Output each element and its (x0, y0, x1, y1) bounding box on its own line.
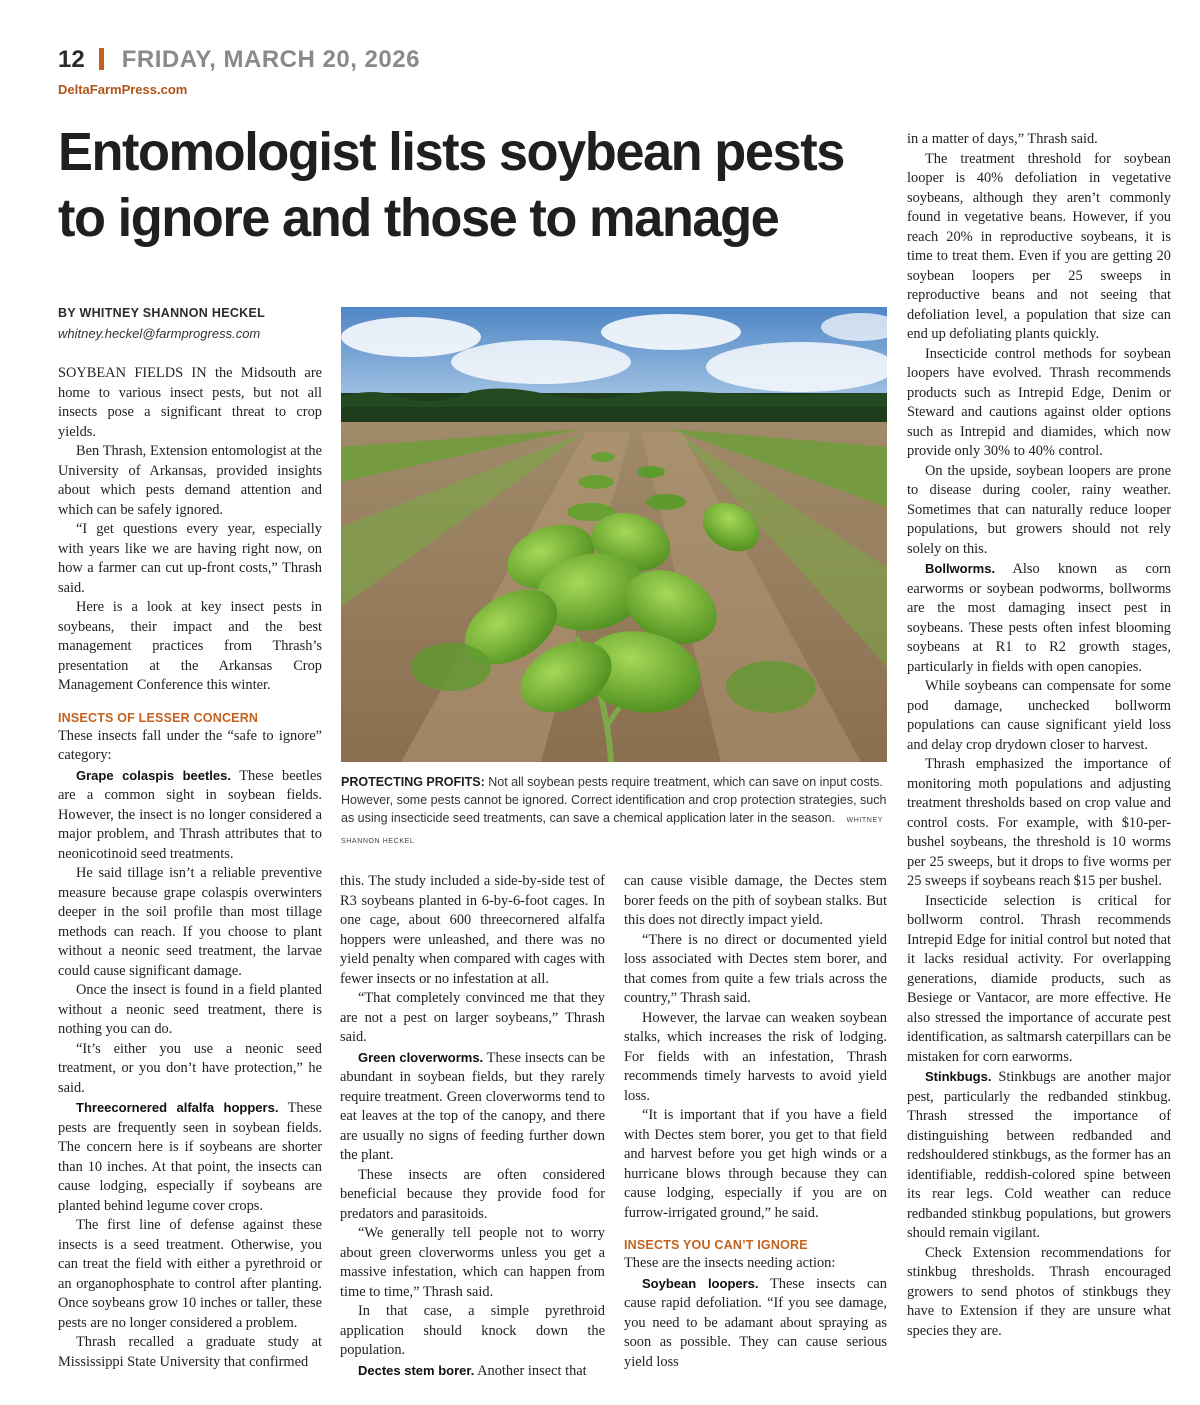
headline (58, 120, 853, 252)
paragraph: can cause visible damage, the Dectes stem borer feeds on the pith of soybean stalks. But this does not directly impact yield. (624, 873, 887, 928)
pest-name: Bollworms. (925, 561, 996, 576)
paragraph: Insecticide selection is critical for bollworm control. Thrash recommends Intrepid Edge for initial control but noted that it lacks residual activity. For overlapping generations, diamide products, such as Besiege or Vantacor, are more effective. He also stressed the importance of accurate pest identification, as saltmarsh caterpillars can be mistaken for corn earworms. (907, 892, 1171, 1065)
pest-name: Green cloverworms. (358, 1049, 484, 1065)
paragraph: “I get questions every year, especially with years like we are having right now, on how a farmer can cut up-front costs,” Thrash said. (58, 521, 322, 596)
paragraph: Once the insect is found in a field planted without a neonic seed treatment, there is nothing you can do. (58, 982, 322, 1037)
caption-text: Not all soybean pests require treatment, which can save on input costs. However, some pests cannot be ignored. Correct identification and crop protection strategies, such as using insecticide seed treatments, can save a chemical application later in the season. (341, 775, 887, 825)
paragraph: Green cloverworms. These insects can be abundant in soybean fields, but they rarely require treatment. Green cloverworms tend to eat leaves at the top of the canopy, and there are usually no signs of feeding further down the plant. (340, 1049, 605, 1163)
article-column-1 (58, 364, 322, 1372)
paragraph: Thrash recalled a graduate study at Mississippi State University that confirmed (58, 1334, 322, 1370)
paragraph: this. The study included a side-by-side test of R3 soybeans planted in 6-by-6-foot cages. In one cage, about 600 threecornered alfalfa hoppers were unleashed, and there was no yield penalty when compared with cages with fewer insects or no infestation at all. (340, 873, 605, 987)
paragraph: Ben Thrash, Extension entomologist at the University of Arkansas, provided insights about which pests demand attention and which can be safely ignored. (58, 443, 322, 518)
paragraph: SOYBEAN FIELDS IN the Midsouth are home to various insect pests, but not all insects pose a significant threat to crop yields. (58, 365, 322, 440)
headline-line-2: to ignore and those to manage (58, 187, 779, 248)
byline: BY WHITNEY SHANNON HECKEL (58, 306, 266, 320)
paragraph: Bollworms. Also known as corn earworms or soybean podworms, bollworms are the most damaging insect pest in soybeans. These pests often infest blooming soybeans at R1 to R2 growth stages, particularly in fields with open canopies. (907, 561, 1171, 675)
paragraph: Insecticide control methods for soybean loopers have evolved. Thrash recommends products such as Intrepid Edge, Denim or Steward and cautions against older options such as Intrepid and diamides, which now provide only 30% to 40% control. (907, 345, 1171, 459)
page-number: 12 (58, 46, 85, 73)
soybean-field-photo (341, 307, 887, 762)
paragraph: Threecornered alfalfa hoppers. These pests are frequently seen in soybean fields. The concern here is if soybeans are shorter than 10 inches. At that point, the insects can cause lodging, especially if soybeans are planted behind legume cover crops. (58, 1100, 322, 1214)
paragraph: Check Extension recommendations for stinkbug thresholds. Thrash encouraged growers to send photos of stinkbugs they have to Extension if they are unsure what species they are. (907, 1244, 1171, 1339)
folio-divider (99, 48, 104, 70)
paragraph: The treatment threshold for soybean looper is 40% defoliation in vegetative soybeans, although they aren’t commonly found in vegetative beans. However, if you reach 20% in reproductive soybeans, it is time to treat them. Even if you are getting 20 soybean loopers per 25 sweeps in reproductive beans and not seeing that defoliation level, a population that size can end up defoliating plants quickly. (907, 150, 1171, 342)
paragraph: The first line of defense against these insects is a seed treatment. Otherwise, you can treat the field with either a pyrethroid or an organophosphate to control after planting. Once soybeans grow 10 inches or taller, these pests are no longer considered a problem. (58, 1217, 322, 1331)
photo-caption (341, 773, 887, 851)
paragraph: He said tillage isn’t a reliable preventive measure because grape colaspis overwinters deeper in the soil profile than most tillage methods can reach. If you choose to plant without a neonic seed treatment, the larvae could cause significant damage. (58, 865, 322, 979)
article-column-3 (624, 872, 887, 1372)
paragraph: Dectes stem borer. Another insect that (358, 1362, 587, 1379)
paragraph: Stinkbugs. Stinkbugs are another major pest, particularly the redbanded stinkbug. Thrash stressed the importance of distinguishing between redbanded and redshouldered stinkbugs, as the former has an identifiable, reddish-colored spine between its rear legs. Cold weather can reduce redbanded stinkbug populations, but growers should remain vigilant. (907, 1069, 1171, 1241)
article-column-4 (907, 130, 1171, 1341)
pest-name: Soybean loopers. (642, 1275, 759, 1291)
paragraph: Here is a look at key insect pests in soybeans, their impact and the best management practices from Thrash’s presentation at the Arkansas Crop Management Conference this winter. (58, 599, 322, 693)
section-heading: INSECTS OF LESSER CONCERN (58, 710, 259, 725)
paragraph: These insects are often considered beneficial because they provide food for predators and parasitoids. (340, 1166, 605, 1222)
paragraph: “It is important that if you have a field with Dectes stem borer, you get to that field and harvest before you get high winds or a hurricane blows through because they can cause lodging, especially if you are on furrow-irrigated ground,” he said. (624, 1107, 887, 1221)
paragraph: Soybean loopers. These insects can cause rapid defoliation. “If you see damage, you need to be adamant about spraying as soon as possible. They can cause serious yield loss (624, 1275, 887, 1370)
section-heading: INSECTS YOU CAN’T IGNORE (624, 1238, 808, 1252)
paragraph: While soybeans can compensate for some pod damage, unchecked bollworm populations can cause significant yield loss and delay crop drydown closer to harvest. (907, 678, 1171, 753)
pest-name: Stinkbugs. (925, 1069, 992, 1084)
paragraph: These are the insects needing action: (624, 1255, 836, 1271)
paragraph: in a matter of days,” Thrash said. (907, 131, 1098, 147)
article-column-2 (340, 872, 605, 1381)
author-email: whitney.heckel@farmprogress.com (58, 326, 261, 341)
paragraph: Grape colaspis beetles. These beetles are a common sight in soybean fields. However, the insect is no longer considered a major problem, and Thrash attributes that to neonicotinoid seed treatments. (58, 767, 323, 862)
paragraph: “That completely convinced me that they are not a pest on larger soybeans,” Thrash said. (340, 990, 605, 1045)
site-url: DeltaFarmPress.com (58, 82, 188, 97)
pest-name: Grape colaspis beetles. (76, 767, 231, 783)
paragraph: On the upside, soybean loopers are prone to disease during cooler, rainy weather. Sometimes that can naturally reduce looper populations, but growers should not rely solely on this. (907, 462, 1171, 557)
page-folio (58, 46, 420, 74)
paragraph: However, the larvae can weaken soybean stalks, which increases the risk of lodging. For fields with an infestation, Thrash recommends timely harvests to avoid yield loss. (624, 1009, 887, 1104)
paragraph: These insects fall under the “safe to ignore” category: (58, 727, 322, 763)
caption-label: PROTECTING PROFITS: (341, 775, 485, 789)
headline-line-1: Entomologist lists soybean pests (58, 122, 844, 182)
pest-name: Dectes stem borer. (358, 1362, 475, 1378)
pest-name: Threecornered alfalfa hoppers. (76, 1100, 279, 1115)
paragraph: Thrash emphasized the importance of monitoring moth populations and adjusting treatment thresholds based on crop value and control costs. For example, with $10-per-bushel soybeans, the threshold is 10 worms per 25 sweeps, but it drops to five worms per 25 sweeps if soybeans reach $15 per bushel. (907, 756, 1171, 889)
photo-credit: WHITNEY SHANNON HECKEL (341, 817, 883, 845)
paragraph: In that case, a simple pyrethroid application should knock down the population. (340, 1303, 605, 1358)
paragraph: “It’s either you use a neonic seed treatment, or you don’t have protection,” he said. (58, 1040, 322, 1096)
paragraph: “There is no direct or documented yield loss associated with Dectes stem borer, and that comes from quite a few trials across the country,” Thrash said. (624, 931, 887, 1006)
paragraph: “We generally tell people not to worry about green cloverworms unless you get a massive infestation, which can happen from time to time,” Thrash said. (340, 1225, 605, 1300)
issue-date: FRIDAY, MARCH 20, 2026 (121, 46, 420, 73)
